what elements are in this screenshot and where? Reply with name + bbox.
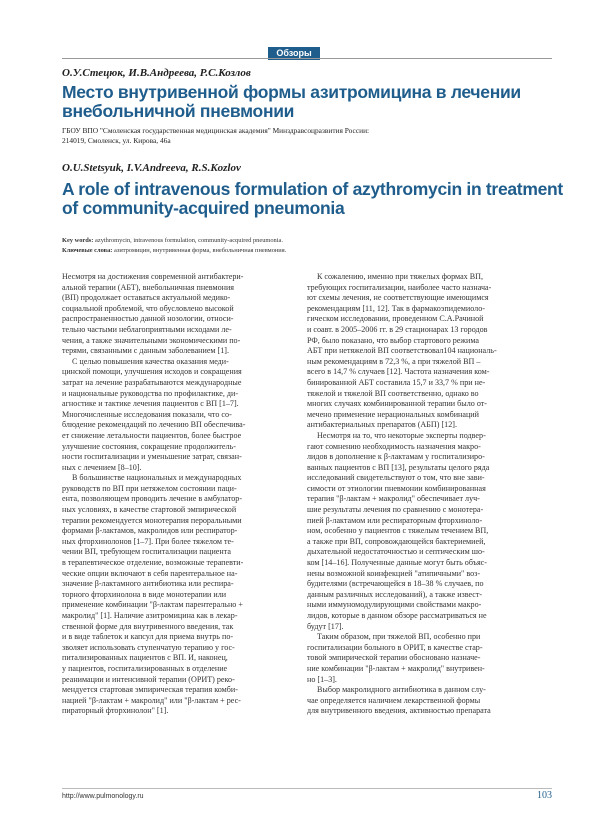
text-line: всего в 14,7 % случаев [12]. Частота назначения ком-: [307, 367, 490, 377]
ru-title-line: Место внутривенной формы азитромицина в лечении: [62, 82, 521, 102]
text-line: и соавт. в 2005–2006 гг. в 29 стационарах 13 городов: [307, 324, 488, 334]
text-line: лидов в дополнение к β-лактамам у госпитализиро-: [307, 452, 485, 462]
text-line: пией β-лактамом или респираторным фторхиноло-: [307, 515, 483, 525]
text-line: многих случаях комбинированной терапии было от-: [307, 399, 487, 409]
text-line: реанимации и интенсивной терапии (ОРИТ) реко-: [62, 674, 235, 684]
text-line: Выбор макролидного антибиотика в данном слу-: [317, 685, 486, 695]
text-line: Многочисленные исследования показали, что со-: [62, 409, 232, 419]
text-line: РФ, было показано, что выбор стартового режима: [307, 335, 479, 345]
text-line: тяжелой и тяжелой ВП соответственно, однако во: [307, 388, 479, 398]
text-line: у пациентов, госпитализированных в отделение: [62, 663, 228, 673]
affiliation-line: 214019, Смоленск, ул. Кирова, 46а: [62, 136, 171, 145]
text-line: ют схемы лечения, не соответствующие имеющимся: [307, 293, 489, 303]
text-line: а также при ВП, сопровождающейся бактериемией,: [307, 536, 486, 546]
ru-authors: О.У.Стецюк, И.В.Андреева, Р.С.Козлов: [62, 67, 251, 79]
text-line: ние комбинации "β-лактам + макролид" внутривен-: [307, 663, 485, 673]
text-line: госпитализации больного в ОРИТ, в качестве стар-: [307, 642, 483, 652]
text-line: применение комбинации "β-лактам парентерально +: [62, 600, 243, 610]
page-number: 103: [537, 790, 552, 801]
text-line: мечено применение нерациональных комбинаций: [307, 409, 479, 419]
text-line: будителями (встречающейся в 18–38 % случаев, по: [307, 579, 484, 589]
text-line: товой эмпирической терапии обосновано назначе-: [307, 653, 481, 663]
ru-title-line: внебольничной пневмонии: [62, 101, 295, 121]
text-line: затрат на лечение разрабатываются международные: [62, 377, 242, 387]
keywords-en-label: Key words:: [62, 237, 94, 244]
text-line: К сожалению, именно при тяжелых формах ВП,: [317, 272, 484, 281]
text-line: формами β-лактамов, макролидов или респиратор-: [62, 526, 238, 536]
footer-rule: [62, 788, 552, 789]
text-line: лидов, которые в данном обзоре рассматриваться не: [307, 611, 487, 620]
text-line: исследований свидетельствуют о том, что вне зави-: [307, 473, 485, 483]
section-tag: Обзоры: [268, 47, 320, 60]
keywords-ru: [62, 246, 552, 256]
text-line: значение β-лактамного антибиотика или респира-: [62, 579, 234, 589]
text-line: дыхательной недостаточностью и септическим шо-: [307, 547, 485, 557]
text-line: шие результаты лечения по сравнению с монотера-: [307, 505, 484, 515]
text-line: будут [17].: [307, 621, 344, 631]
text-line: симости от этиологии пневмонии комбинированная: [307, 483, 486, 493]
text-line: Несмотря на достижения современной антибактери-: [62, 272, 244, 281]
text-line: гическом исследовании, проведенном С.А.Рачиной: [307, 314, 484, 324]
text-line: чении ВП, требующем госпитализации пациента: [62, 547, 231, 557]
keywords-en-text: azythromycin, intravenous formulation, community-acquired pneumonia.: [93, 237, 283, 244]
text-line: распространенностью данной нозологии, относи-: [62, 314, 234, 324]
text-line: чае определяется наличием лекарственной формы: [307, 695, 481, 705]
header-rule: [62, 58, 552, 59]
text-line: нены возможной коинфекцией "атипичными" воз-: [307, 568, 481, 578]
text-line: тельно частыми неблагоприятными исходами ле-: [62, 324, 232, 334]
text-line: ными иммуномодулирующими свойствами макро-: [307, 600, 482, 610]
text-line: чения, а также значительными экономическими по-: [62, 335, 241, 345]
text-line: В большинстве национальных и международных: [72, 473, 242, 483]
text-line: нацией "β-лактам + макролид" или "β-лактам + рес-: [62, 695, 241, 705]
body-column-right: [307, 272, 536, 717]
text-line: требующих госпитализации, наиболее часто назнача-: [307, 282, 492, 292]
text-line: ком [14–16]. Полученные данные могут быть объяс-: [307, 558, 487, 568]
text-line: (ВП) продолжает оставаться актуальной медико-: [62, 293, 231, 303]
ru-title: [62, 83, 552, 121]
text-line: ном, особенно у пациентов с тяжелым течением ВП,: [307, 526, 489, 536]
text-line: агностике и тактике лечения пациентов с ВП [1–7].: [62, 399, 239, 409]
text-line: ента, позволяющем проводить лечение в амбулатор-: [62, 494, 243, 504]
en-title: [62, 179, 563, 218]
text-line: ет снижение летальности пациентов, более быстрое: [62, 430, 242, 440]
footer-url[interactable]: http://www.pulmonology.ru: [62, 793, 144, 800]
text-line: С целью повышения качества оказания меди-: [72, 356, 229, 366]
text-line: антибактериальных препаратов (АБП) [12].: [307, 420, 457, 430]
text-line: альной терапии (АБТ), внебольничная пневмония: [62, 282, 235, 292]
text-line: ственной форме для внутривенного введения, так: [62, 621, 234, 631]
keywords-ru-label: Ключевые слова:: [62, 247, 113, 254]
text-line: социальной проблемой, что обусловлено высокой: [62, 303, 234, 313]
body-column-left: [62, 272, 291, 717]
en-authors: O.U.Stetsyuk, I.V.Andreeva, R.S.Kozlov: [62, 162, 241, 174]
text-line: гают сомнению необходимость назначения макро-: [307, 441, 481, 451]
text-line: данным различных исследований), а также извест-: [307, 589, 483, 599]
text-line: терапия "β-лактам + макролид" обеспечивает луч-: [307, 494, 480, 504]
text-line: руководств по ВП при нетяжелом состоянии паци-: [62, 483, 237, 493]
text-line: для внутривенного введения, активностью препарата: [307, 706, 491, 716]
text-line: рекомендациям [11, 12]. Так в фармакоэпидемиоло-: [307, 303, 485, 313]
text-line: торного фторхинолона в виде монотерапии или: [62, 589, 227, 599]
affiliation-line: ГБОУ ВПО "Смоленская государственная медицинская академия" Минздравсоцразвития России:: [62, 126, 370, 135]
text-line: макролид" [1]. Наличие азитромицина как в лекар-: [62, 611, 238, 620]
text-line: улучшение состояния, сокращение продолжитель-: [62, 441, 236, 451]
text-line: блюдение рекомендаций по лечению ВП обеспечива-: [62, 420, 246, 430]
text-line: бинированной АБТ составила 15,7 и 33,7 % при не-: [307, 377, 486, 387]
text-line: мендуется стартовая эмпирическая терапия комби-: [62, 685, 238, 695]
text-line: в терапевтическое отделение, возможные терапевти-: [62, 558, 244, 568]
text-line: и в виде таблеток и капсул для приема внутрь по-: [62, 632, 234, 642]
text-line: цинской помощи, улучшения исходов и сокращения: [62, 367, 242, 377]
text-line: зволяет использовать ступенчатую терапию у гос-: [62, 642, 235, 652]
text-line: и национальные руководства по профилактике, ди-: [62, 388, 239, 398]
text-line: Таким образом, при тяжелой ВП, особенно при: [317, 632, 481, 642]
ru-affiliation: [62, 126, 522, 146]
en-title-line: of community-acquired pneumonia: [62, 198, 345, 218]
text-line: ности госпитализации и уменьшение затрат, связан-: [62, 452, 242, 462]
text-line: пираторный фторхинолон" [1].: [62, 706, 169, 716]
text-line: ческие опции включают в себя парентеральное на-: [62, 568, 238, 578]
en-title-line: A role of intravenous formulation of azythromycin in treatment: [62, 179, 563, 199]
text-line: питализированных пациентов с ВП. И, наконец,: [62, 653, 228, 663]
keywords-ru-text: азитромицин, внутривенная форма, внебольничная пневмония.: [112, 247, 287, 254]
text-line: ным рекомендациям в 72,3 %, а при тяжелой ВП –: [307, 356, 481, 366]
keywords-en: [62, 236, 552, 246]
text-line: Несмотря на то, что некоторые эксперты подвер-: [317, 430, 486, 440]
text-line: ных условиях, в качестве стартовой эмпирической: [62, 505, 237, 515]
text-line: ванных пациентов с ВП [13], результаты целого ряда: [307, 462, 490, 472]
text-line: ных с лечением [8–10].: [62, 462, 142, 472]
text-line: терапии рекомендуется монотерапия пероральными: [62, 515, 242, 525]
text-line: АБТ при нетяжелой ВП соответствовал104 националь-: [307, 346, 497, 356]
text-line: но [1–3].: [307, 674, 337, 684]
text-line: терями, связанными с данным заболеванием [1].: [62, 346, 230, 356]
text-line: ных фторхинолонов [1–7]. При более тяжелом те-: [62, 536, 234, 546]
